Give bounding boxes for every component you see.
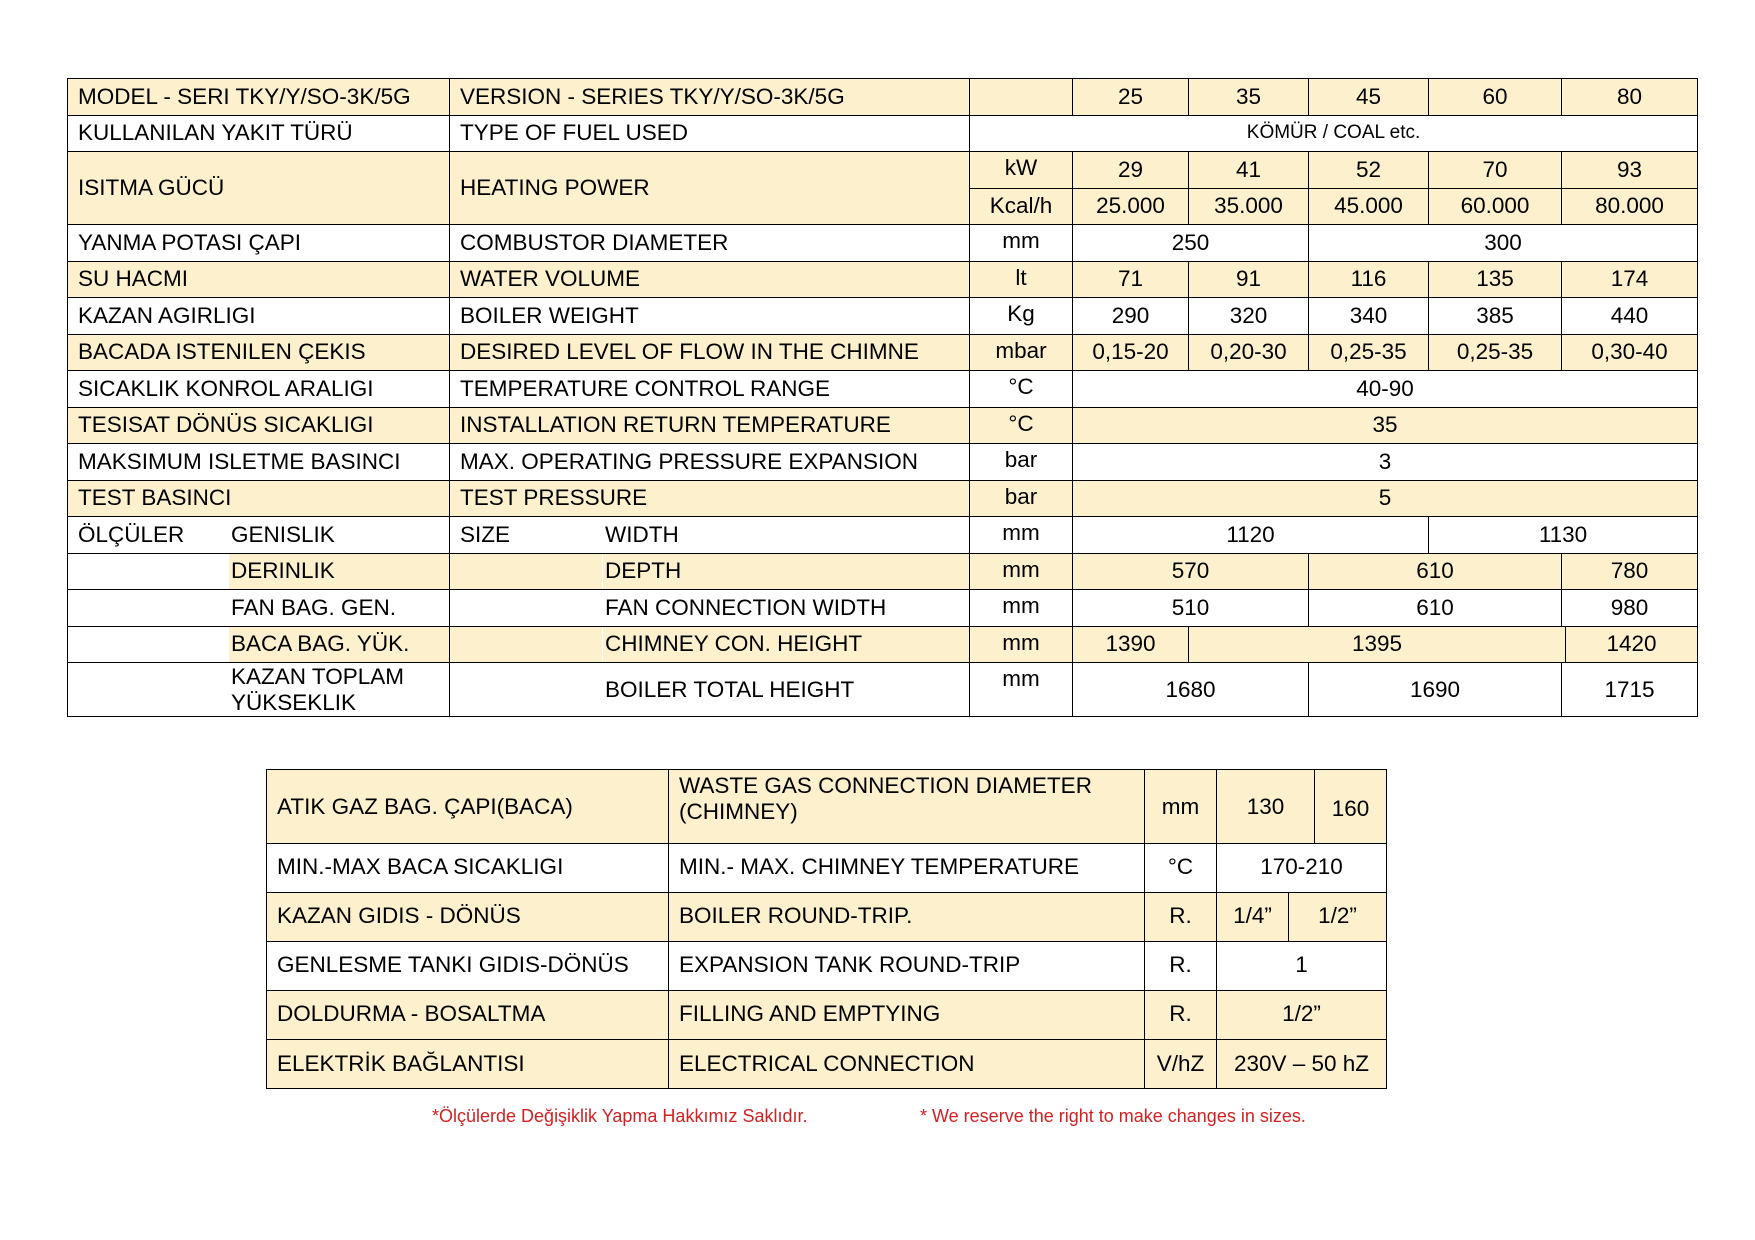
boiler-weight-tr: KAZAN AGIRLIGI	[68, 298, 450, 335]
unit-cell: °C	[970, 407, 1073, 444]
model-35: 35	[1189, 79, 1309, 116]
value-cell: 340	[1309, 298, 1429, 335]
electrical-en: ELECTRICAL CONNECTION	[669, 1040, 1145, 1089]
blank-cell	[450, 553, 603, 590]
value-cell: 0,30-40	[1562, 334, 1698, 371]
expansion-tank-tr: GENLESME TANKI GIDIS-DÖNÜS	[267, 942, 669, 991]
expansion-tank-en: EXPANSION TANK ROUND-TRIP	[669, 942, 1145, 991]
unit-cell: mm	[970, 663, 1073, 717]
unit-cell: mm	[970, 553, 1073, 590]
value-cell: 91	[1189, 261, 1309, 298]
value-cell: 230V – 50 hZ	[1217, 1040, 1387, 1089]
chimney-temp-en: MIN.- MAX. CHIMNEY TEMPERATURE	[669, 844, 1145, 893]
fan-tr: FAN BAG. GEN.	[229, 590, 450, 627]
water-volume-en: WATER VOLUME	[450, 261, 970, 298]
unit-cell: mm	[970, 517, 1073, 554]
value-cell: 1690	[1309, 663, 1562, 717]
value-cell: 0,20-30	[1189, 334, 1309, 371]
table-row	[68, 115, 1698, 152]
blank-cell	[68, 663, 229, 717]
depth-en: DEPTH	[603, 553, 970, 590]
table-row	[68, 407, 1698, 444]
model-80: 80	[1562, 79, 1698, 116]
total-height-en: BOILER TOTAL HEIGHT	[603, 663, 970, 717]
max-pressure-en: MAX. OPERATING PRESSURE EXPANSION	[450, 444, 970, 481]
value-cell: 570	[1073, 553, 1309, 590]
heating-power-kw-unit: kW	[970, 152, 1073, 189]
fuel-value: KÖMÜR / COAL etc.	[970, 115, 1698, 152]
value-cell: 3	[1073, 444, 1698, 481]
specifications-table	[67, 78, 1698, 717]
chimney-height-tr: BACA BAG. YÜK.	[229, 626, 450, 663]
value-cell: 0,15-20	[1073, 334, 1189, 371]
blank-cell	[68, 553, 229, 590]
value-cell: 1/2”	[1217, 991, 1387, 1040]
unit-cell: lt	[970, 261, 1073, 298]
water-volume-tr: SU HACMI	[68, 261, 450, 298]
table-row	[68, 334, 1698, 371]
table-row	[68, 225, 1698, 262]
value-cell: 1/2”	[1289, 893, 1387, 942]
value-cell: 25.000	[1073, 188, 1189, 225]
unit-cell: mm	[970, 626, 1073, 663]
value-cell: 40-90	[1073, 371, 1698, 408]
table-row	[68, 152, 1698, 189]
heating-power-tr: ISITMA GÜCÜ	[68, 152, 450, 225]
table-row	[267, 1040, 1387, 1089]
value-cell: 71	[1073, 261, 1189, 298]
unit-cell: mbar	[970, 334, 1073, 371]
blank-cell	[450, 626, 603, 663]
unit-cell: V/hZ	[1145, 1040, 1217, 1089]
header-unit	[970, 79, 1073, 116]
unit-cell: °C	[1145, 844, 1217, 893]
value-cell: 93	[1562, 152, 1698, 189]
value-cell: 510	[1073, 590, 1309, 627]
model-25: 25	[1073, 79, 1189, 116]
model-60: 60	[1429, 79, 1562, 116]
test-pressure-tr: TEST BASINCI	[68, 480, 450, 517]
value-cell: 440	[1562, 298, 1698, 335]
value-cell: 35.000	[1189, 188, 1309, 225]
boiler-round-trip-en: BOILER ROUND-TRIP.	[669, 893, 1145, 942]
header-en: VERSION - SERIES TKY/Y/SO-3K/5G	[450, 79, 970, 116]
table-row	[267, 844, 1387, 893]
value-cell: 135	[1429, 261, 1562, 298]
electrical-tr: ELEKTRİK BAĞLANTISI	[267, 1040, 669, 1089]
filling-en: FILLING AND EMPTYING	[669, 991, 1145, 1040]
unit-cell: mm	[970, 225, 1073, 262]
value-cell: 0,25-35	[1309, 334, 1429, 371]
value-cell: 1395	[1189, 626, 1566, 663]
header-tr: MODEL - SERI TKY/Y/SO-3K/5G	[68, 79, 450, 116]
unit-cell: bar	[970, 480, 1073, 517]
unit-cell: °C	[970, 371, 1073, 408]
table-row	[68, 626, 1698, 663]
heating-power-en: HEATING POWER	[450, 152, 970, 225]
value-cell: 780	[1562, 553, 1698, 590]
connections-table	[266, 769, 1387, 1089]
boiler-round-trip-tr: KAZAN GIDIS - DÖNÜS	[267, 893, 669, 942]
return-temp-tr: TESISAT DÖNÜS SICAKLIGI	[68, 407, 450, 444]
table-row	[68, 590, 1698, 627]
table-row	[68, 371, 1698, 408]
model-45: 45	[1309, 79, 1429, 116]
heating-power-kcal-unit: Kcal/h	[970, 188, 1073, 225]
value-cell: 300	[1309, 225, 1698, 262]
value-cell: 1/4”	[1217, 893, 1289, 942]
table-row	[267, 991, 1387, 1040]
width-tr: GENISLIK	[229, 517, 450, 554]
table-row	[68, 298, 1698, 335]
depth-tr: DERINLIK	[229, 553, 450, 590]
combustor-en: COMBUSTOR DIAMETER	[450, 225, 970, 262]
value-cell: 60.000	[1429, 188, 1562, 225]
value-cell: 1120	[1073, 517, 1429, 554]
table-row	[68, 480, 1698, 517]
value-cell: 0,25-35	[1429, 334, 1562, 371]
temp-range-en: TEMPERATURE CONTROL RANGE	[450, 371, 970, 408]
fuel-en: TYPE OF FUEL USED	[450, 115, 970, 152]
note-tr: *Ölçülerde Değişiklik Yapma Hakkımız Saklıdır.	[432, 1106, 808, 1126]
value-cell: 70	[1429, 152, 1562, 189]
table-row	[68, 663, 1698, 717]
table-row	[68, 553, 1698, 590]
value-cell: 1390	[1073, 626, 1189, 663]
unit-cell: bar	[970, 444, 1073, 481]
value-cell: 1715	[1562, 663, 1698, 717]
total-height-tr: KAZAN TOPLAM YÜKSEKLIK	[229, 663, 450, 717]
value-cell: 130	[1217, 770, 1315, 844]
table-row	[68, 261, 1698, 298]
chimney-flow-tr: BACADA ISTENILEN ÇEKIS	[68, 334, 450, 371]
value-cell: 320	[1189, 298, 1309, 335]
value-cell: 1	[1217, 942, 1387, 991]
table-row	[267, 942, 1387, 991]
unit-cell: R.	[1145, 893, 1217, 942]
value-cell: 980	[1562, 590, 1698, 627]
note-en: * We reserve the right to make changes in sizes.	[920, 1106, 1306, 1126]
test-pressure-en: TEST PRESSURE	[450, 480, 970, 517]
unit-cell: mm	[970, 590, 1073, 627]
value-cell: 35	[1073, 407, 1698, 444]
value-cell: 1680	[1073, 663, 1309, 717]
table-row	[68, 79, 1698, 116]
table-row	[267, 893, 1387, 942]
value-cell: 1130	[1429, 517, 1698, 554]
value-cell: 250	[1073, 225, 1309, 262]
value-cell: 290	[1073, 298, 1189, 335]
temp-range-tr: SICAKLIK KONROL ARALIGI	[68, 371, 450, 408]
value-cell: 610	[1309, 590, 1562, 627]
combustor-tr: YANMA POTASI ÇAPI	[68, 225, 450, 262]
blank-cell	[450, 590, 603, 627]
waste-gas-en: WASTE GAS CONNECTION DIAMETER (CHIMNEY)	[669, 770, 1145, 844]
unit-cell: R.	[1145, 991, 1217, 1040]
unit-cell: Kg	[970, 298, 1073, 335]
filling-tr: DOLDURMA - BOSALTMA	[267, 991, 669, 1040]
table-row	[68, 517, 1698, 554]
chimney-temp-tr: MIN.-MAX BACA SICAKLIGI	[267, 844, 669, 893]
blank-cell	[450, 663, 603, 717]
value-cell: 41	[1189, 152, 1309, 189]
unit-cell: mm	[1145, 770, 1217, 844]
return-temp-en: INSTALLATION RETURN TEMPERATURE	[450, 407, 970, 444]
fuel-tr: KULLANILAN YAKIT TÜRÜ	[68, 115, 450, 152]
blank-cell	[68, 590, 229, 627]
value-cell: 610	[1309, 553, 1562, 590]
waste-gas-tr: ATIK GAZ BAG. ÇAPI(BACA)	[267, 770, 669, 844]
fan-en: FAN CONNECTION WIDTH	[603, 590, 970, 627]
value-cell: 170-210	[1217, 844, 1387, 893]
value-cell: 174	[1562, 261, 1698, 298]
value-cell: 116	[1309, 261, 1429, 298]
value-cell: 385	[1429, 298, 1562, 335]
dimensions-en: SIZE	[450, 517, 603, 554]
value-cell: 5	[1073, 480, 1698, 517]
value-cell: 29	[1073, 152, 1189, 189]
value-cell: 52	[1309, 152, 1429, 189]
value-cell: 45.000	[1309, 188, 1429, 225]
value-cell: 80.000	[1562, 188, 1698, 225]
chimney-height-en: CHIMNEY CON. HEIGHT	[603, 626, 970, 663]
value-cell: 1420	[1566, 626, 1698, 663]
table-row	[68, 444, 1698, 481]
chimney-flow-en: DESIRED LEVEL OF FLOW IN THE CHIMNE	[450, 334, 970, 371]
dimensions-tr: ÖLÇÜLER	[68, 517, 229, 554]
boiler-weight-en: BOILER WEIGHT	[450, 298, 970, 335]
value-cell: 160	[1315, 770, 1387, 844]
width-en: WIDTH	[603, 517, 970, 554]
unit-cell: R.	[1145, 942, 1217, 991]
max-pressure-tr: MAKSIMUM ISLETME BASINCI	[68, 444, 450, 481]
table-row	[267, 770, 1387, 844]
blank-cell	[68, 626, 229, 663]
